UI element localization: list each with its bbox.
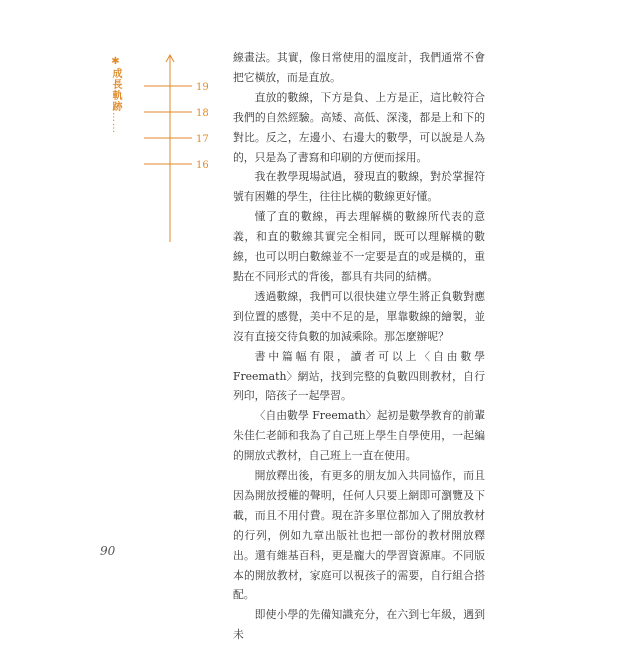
paragraph: 直放的數線，下方是負、上方是正，這比較符合我們的自然經驗。高矮、高低、深淺，都是上和下的對比。反之，左邊小、右邊大的數學，可以說是人為的，只是為了書寫和印刷的方便而採用。 [233,90,485,164]
paragraph: 透過數線，我們可以很快建立學生將正負數對應到位置的感覺，美中不足的是，單靠數線的繪製，並沒有直接交待負數的加減乘除。那怎麼辦呢？ [233,289,485,343]
paragraph: 開放釋出後，有更多的朋友加入共同協作，而且因為開放授權的聲明，任何人只要上網即可瀏覽及下載，而且不用付費。現在許多單位都加入了開放教材的行列，例如九章出版社也把一部份的教材開放釋出。還有維基百科，更是龐大的學習資源庫。不同版本的開放教材，家庭可以視孩子的需要，自行組合搭配。 [233,469,485,602]
page-number: 90 [100,544,116,558]
tick-label-18: 18 [196,108,209,119]
body-text [233,48,485,645]
tick-label-19: 19 [196,82,209,93]
paragraph: 書中篇幅有限，讀者可以上〈自由數學 Freemath〉網站，找到完整的負數四則教材，自行列印，陪孩子一起學習。 [233,349,485,403]
paragraph: 懂了直的數線，再去理解橫的數線所代表的意義，和直的數線其實完全相同，既可以理解橫的數線，也可以明白數線並不一定要是直的或是橫的，重點在不同形式的背後，都具有共同的結構。 [233,210,485,283]
star-icon: ✱ [110,56,121,68]
title-dots: …… [110,112,121,134]
section-title-text: 成長軌跡 [110,68,121,112]
paragraph: 線畫法。其實，像日常使用的溫度計，我們通常不會把它橫放，而是直放。 [233,51,485,84]
tick-label-16: 16 [196,160,209,171]
paragraph: 我在教學現場試過，發現直的數線，對於掌握符號有困難的學生，往往比橫的數線更好懂。 [233,170,485,204]
paragraph: 〈自由數學 Freemath〉起初是數學教育的前輩朱佳仁老師和我為了自己班上學生自學使用，一起編的開放式教材，自己班上一直在使用。 [233,409,485,463]
paragraph: 即使小學的先備知識充分，在六到七年級，遇到未 [233,608,485,642]
tick-label-17: 17 [196,134,209,145]
vertical-number-line [140,52,220,242]
section-side-title [108,56,122,134]
